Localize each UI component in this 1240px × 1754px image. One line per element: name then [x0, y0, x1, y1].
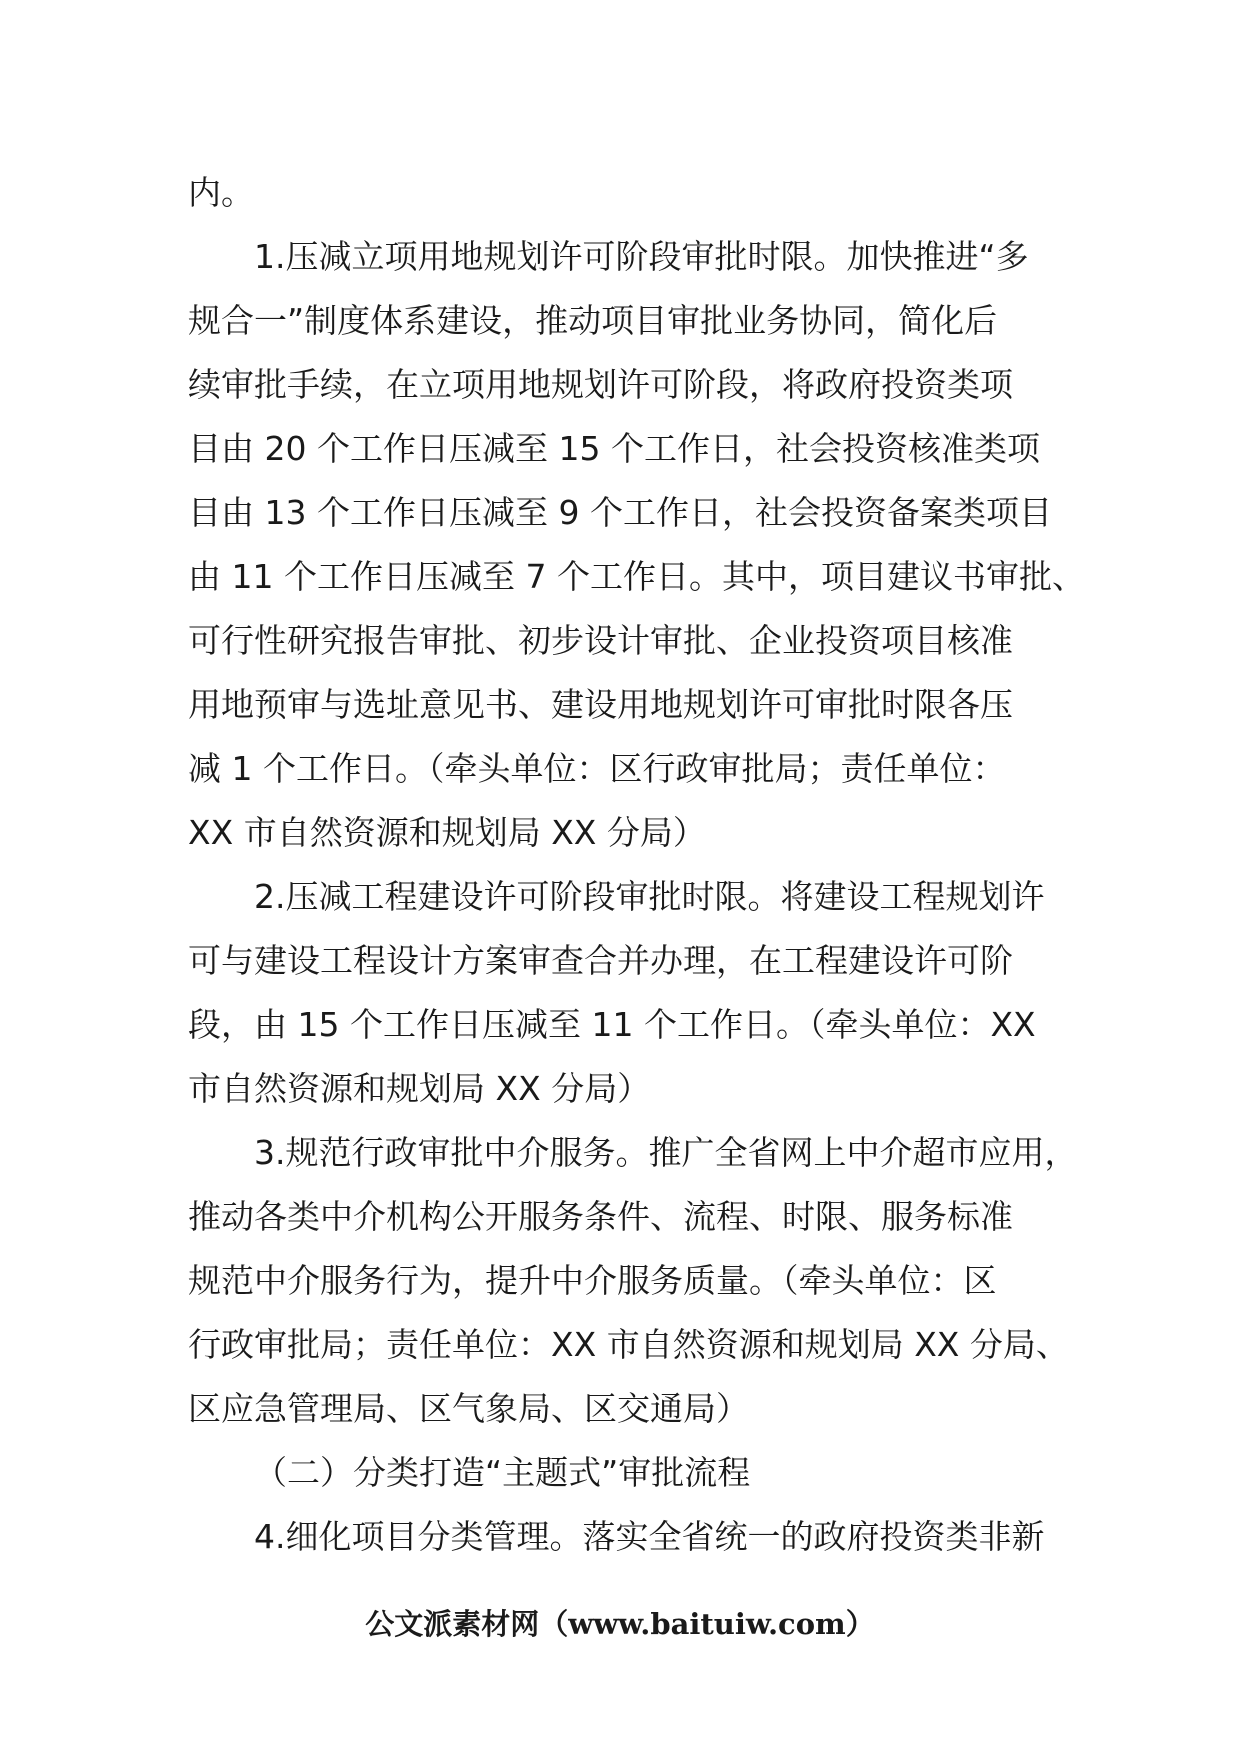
text-line-item-1-heading: 1.压减立项用地规划许可阶段审批时限。加快推进“多	[254, 237, 1029, 276]
text-line-item-4-heading: 4.细化项目分类管理。落实全省统一的政府投资类非新	[254, 1517, 1045, 1556]
text-line: 可行性研究报告审批、初步设计审批、企业投资项目核准	[188, 621, 1013, 660]
text-line: 目由 13 个工作日压减至 9 个工作日，社会投资备案类项目	[188, 493, 1052, 532]
text-line: XX 市自然资源和规划局 XX 分局）	[188, 813, 706, 852]
text-line: 可与建设工程设计方案审查合并办理，在工程建设许可阶	[188, 941, 1013, 980]
section-heading: （二）分类打造“主题式”审批流程	[254, 1453, 751, 1492]
text-line: 段，由 15 个工作日压减至 11 个工作日。（牵头单位：XX	[188, 1005, 1036, 1044]
text-line-item-2-heading: 2.压减工程建设许可阶段审批时限。将建设工程规划许	[254, 877, 1045, 916]
text-line: 续审批手续，在立项用地规划许可阶段，将政府投资类项	[188, 365, 1013, 404]
footer-watermark-text: 公文派素材网（www.baituiw.com）	[365, 1607, 875, 1641]
text-line: 目由 20 个工作日压减至 15 个工作日，社会投资核准类项	[188, 429, 1040, 468]
text-line: 推动各类中介机构公开服务条件、流程、时限、服务标准	[188, 1197, 1013, 1236]
text-line: 区应急管理局、区气象局、区交通局）	[188, 1389, 749, 1428]
text-line: 市自然资源和规划局 XX 分局）	[188, 1069, 651, 1108]
text-line: 规范中介服务行为，提升中介服务质量。（牵头单位：区	[188, 1261, 997, 1300]
text-line-item-3-heading: 3.规范行政审批中介服务。推广全省网上中介超市应用，	[254, 1133, 1078, 1172]
text-line: 用地预审与选址意见书、建设用地规划许可审批时限各压	[188, 685, 1013, 724]
text-line: 由 11 个工作日压减至 7 个工作日。其中，项目建议书审批、	[188, 557, 1085, 596]
text-line: 内。	[188, 173, 254, 212]
text-line: 减 1 个工作日。（牵头单位：区行政审批局；责任单位：	[188, 749, 1006, 788]
text-line: 行政审批局；责任单位：XX 市自然资源和规划局 XX 分局、	[188, 1325, 1069, 1364]
text-line: 规合一”制度体系建设，推动项目审批业务协同，简化后	[188, 301, 998, 340]
